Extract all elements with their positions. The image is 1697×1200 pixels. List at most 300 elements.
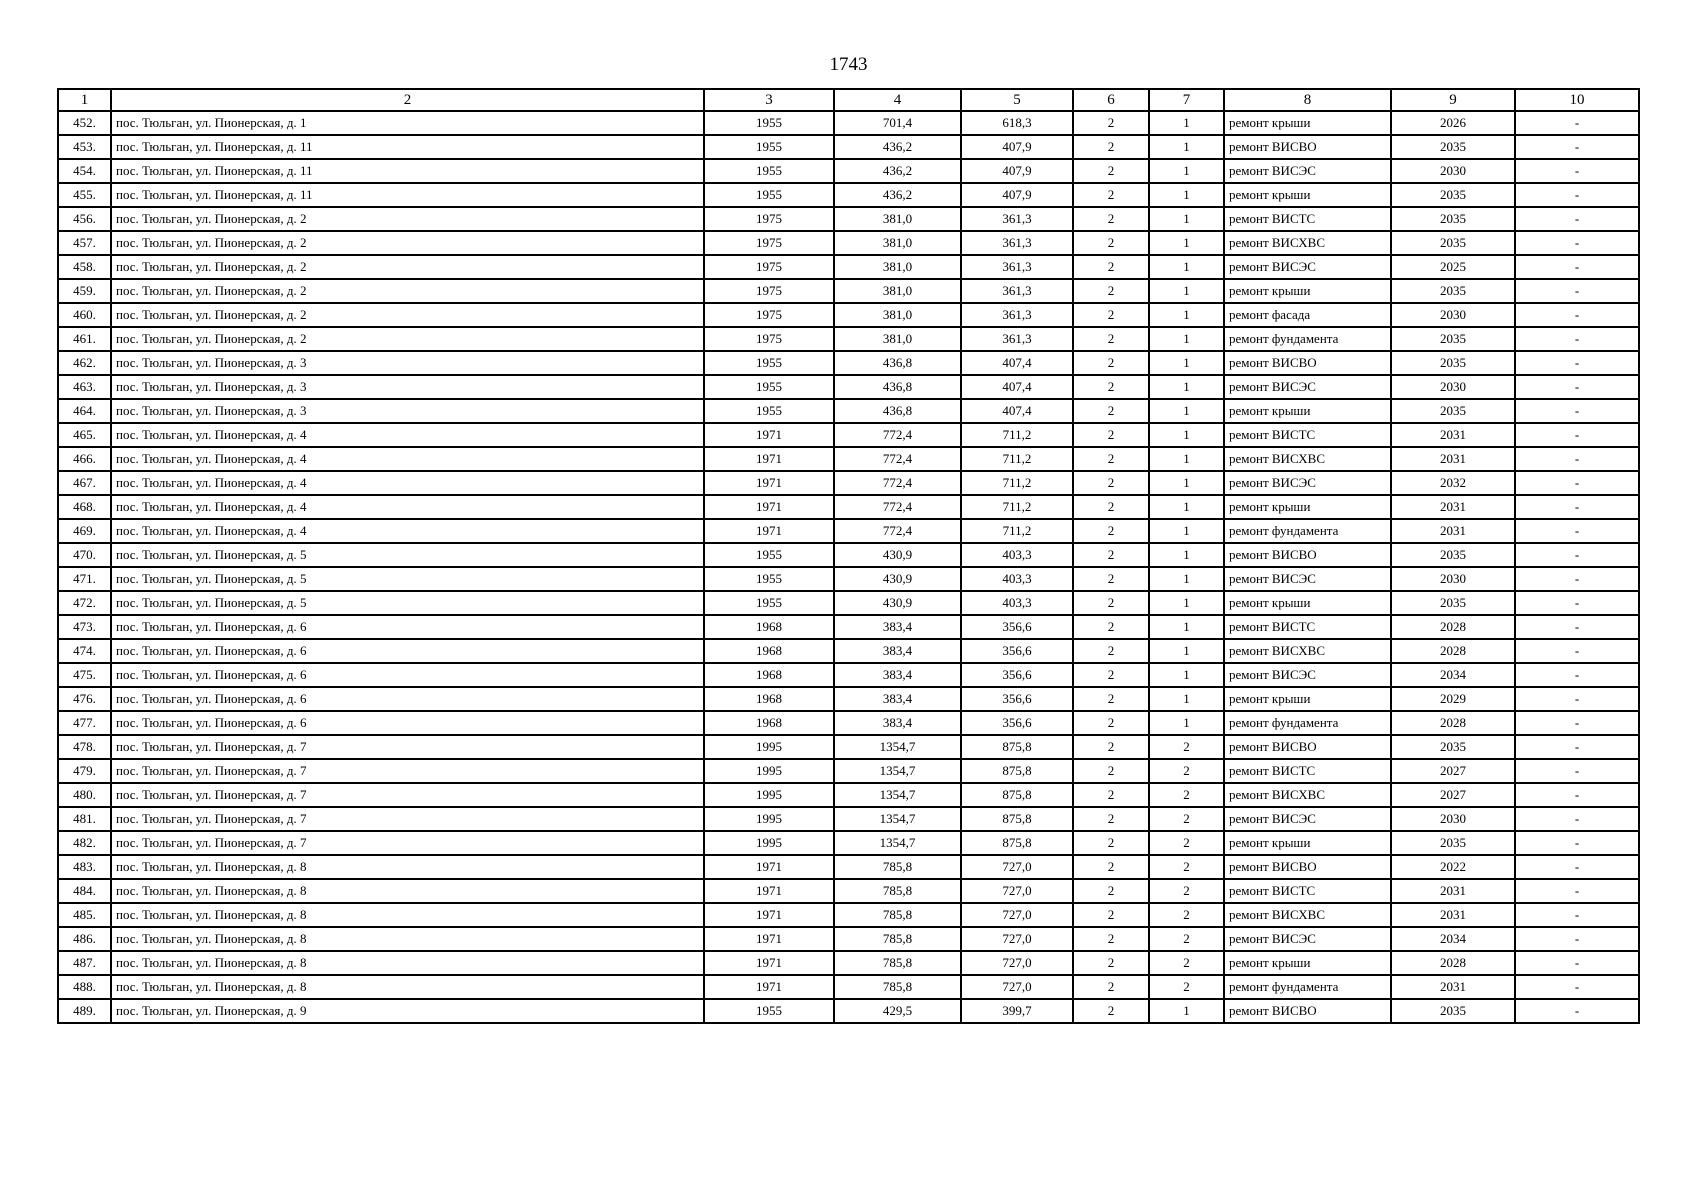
cell-year-built: 1968 xyxy=(704,663,834,687)
cell-note: - xyxy=(1515,975,1639,999)
cell-year-built: 1971 xyxy=(704,855,834,879)
cell-floors: 2 xyxy=(1073,927,1149,951)
cell-work-type: ремонт ВИСВО xyxy=(1224,543,1391,567)
cell-address: пос. Тюльган, ул. Пионерская, д. 11 xyxy=(111,159,704,183)
cell-note: - xyxy=(1515,687,1639,711)
cell-planned-year: 2031 xyxy=(1391,423,1515,447)
cell-note: - xyxy=(1515,735,1639,759)
cell-planned-year: 2034 xyxy=(1391,927,1515,951)
cell-floors: 2 xyxy=(1073,831,1149,855)
cell-work-type: ремонт ВИСТС xyxy=(1224,879,1391,903)
cell-floors: 2 xyxy=(1073,951,1149,975)
table-row xyxy=(58,471,1639,495)
cell-row-number: 467. xyxy=(58,471,111,495)
cell-planned-year: 2035 xyxy=(1391,183,1515,207)
cell-row-number: 484. xyxy=(58,879,111,903)
cell-floors: 2 xyxy=(1073,183,1149,207)
cell-row-number: 489. xyxy=(58,999,111,1023)
cell-row-number: 460. xyxy=(58,303,111,327)
cell-planned-year: 2031 xyxy=(1391,519,1515,543)
cell-entrances: 1 xyxy=(1149,999,1224,1023)
cell-total-area: 436,8 xyxy=(834,399,961,423)
cell-address: пос. Тюльган, ул. Пионерская, д. 6 xyxy=(111,663,704,687)
cell-total-area: 381,0 xyxy=(834,207,961,231)
cell-floors: 2 xyxy=(1073,159,1149,183)
table-row xyxy=(58,783,1639,807)
cell-year-built: 1971 xyxy=(704,471,834,495)
cell-year-built: 1975 xyxy=(704,255,834,279)
cell-floors: 2 xyxy=(1073,255,1149,279)
cell-living-area: 361,3 xyxy=(961,231,1073,255)
cell-total-area: 383,4 xyxy=(834,663,961,687)
cell-address: пос. Тюльган, ул. Пионерская, д. 4 xyxy=(111,447,704,471)
cell-living-area: 407,4 xyxy=(961,399,1073,423)
column-header-10: 10 xyxy=(1515,89,1639,111)
cell-row-number: 471. xyxy=(58,567,111,591)
cell-floors: 2 xyxy=(1073,855,1149,879)
cell-planned-year: 2035 xyxy=(1391,351,1515,375)
cell-row-number: 480. xyxy=(58,783,111,807)
cell-note: - xyxy=(1515,567,1639,591)
table-row xyxy=(58,423,1639,447)
cell-row-number: 479. xyxy=(58,759,111,783)
cell-entrances: 1 xyxy=(1149,495,1224,519)
cell-planned-year: 2035 xyxy=(1391,735,1515,759)
cell-planned-year: 2028 xyxy=(1391,615,1515,639)
cell-address: пос. Тюльган, ул. Пионерская, д. 6 xyxy=(111,639,704,663)
cell-year-built: 1971 xyxy=(704,447,834,471)
cell-work-type: ремонт крыши xyxy=(1224,399,1391,423)
cell-note: - xyxy=(1515,783,1639,807)
cell-work-type: ремонт фундамента xyxy=(1224,711,1391,735)
cell-entrances: 1 xyxy=(1149,183,1224,207)
cell-living-area: 727,0 xyxy=(961,855,1073,879)
cell-work-type: ремонт ВИСЭС xyxy=(1224,567,1391,591)
cell-living-area: 727,0 xyxy=(961,975,1073,999)
cell-total-area: 1354,7 xyxy=(834,831,961,855)
cell-note: - xyxy=(1515,999,1639,1023)
cell-total-area: 381,0 xyxy=(834,327,961,351)
table-row xyxy=(58,303,1639,327)
cell-entrances: 1 xyxy=(1149,279,1224,303)
cell-address: пос. Тюльган, ул. Пионерская, д. 8 xyxy=(111,975,704,999)
cell-note: - xyxy=(1515,303,1639,327)
cell-year-built: 1995 xyxy=(704,735,834,759)
cell-work-type: ремонт ВИСЭС xyxy=(1224,663,1391,687)
cell-work-type: ремонт фасада xyxy=(1224,303,1391,327)
cell-address: пос. Тюльган, ул. Пионерская, д. 11 xyxy=(111,183,704,207)
cell-work-type: ремонт крыши xyxy=(1224,831,1391,855)
cell-work-type: ремонт ВИСХВС xyxy=(1224,639,1391,663)
cell-entrances: 1 xyxy=(1149,231,1224,255)
cell-work-type: ремонт фундамента xyxy=(1224,975,1391,999)
cell-planned-year: 2035 xyxy=(1391,591,1515,615)
cell-address: пос. Тюльган, ул. Пионерская, д. 3 xyxy=(111,351,704,375)
cell-work-type: ремонт крыши xyxy=(1224,111,1391,135)
cell-living-area: 875,8 xyxy=(961,735,1073,759)
cell-planned-year: 2022 xyxy=(1391,855,1515,879)
cell-note: - xyxy=(1515,879,1639,903)
table-row xyxy=(58,975,1639,999)
cell-work-type: ремонт крыши xyxy=(1224,591,1391,615)
cell-total-area: 785,8 xyxy=(834,903,961,927)
cell-floors: 2 xyxy=(1073,735,1149,759)
cell-entrances: 1 xyxy=(1149,591,1224,615)
cell-address: пос. Тюльган, ул. Пионерская, д. 6 xyxy=(111,615,704,639)
table-row xyxy=(58,831,1639,855)
cell-planned-year: 2026 xyxy=(1391,111,1515,135)
cell-planned-year: 2032 xyxy=(1391,471,1515,495)
cell-total-area: 772,4 xyxy=(834,495,961,519)
table-row xyxy=(58,255,1639,279)
cell-total-area: 436,8 xyxy=(834,351,961,375)
cell-year-built: 1971 xyxy=(704,879,834,903)
cell-floors: 2 xyxy=(1073,615,1149,639)
cell-floors: 2 xyxy=(1073,495,1149,519)
cell-total-area: 383,4 xyxy=(834,639,961,663)
cell-work-type: ремонт крыши xyxy=(1224,183,1391,207)
cell-row-number: 455. xyxy=(58,183,111,207)
cell-work-type: ремонт фундамента xyxy=(1224,519,1391,543)
cell-note: - xyxy=(1515,327,1639,351)
cell-living-area: 407,9 xyxy=(961,135,1073,159)
cell-entrances: 1 xyxy=(1149,303,1224,327)
cell-row-number: 488. xyxy=(58,975,111,999)
cell-year-built: 1955 xyxy=(704,543,834,567)
cell-work-type: ремонт ВИСХВС xyxy=(1224,903,1391,927)
cell-row-number: 475. xyxy=(58,663,111,687)
cell-year-built: 1971 xyxy=(704,903,834,927)
cell-living-area: 356,6 xyxy=(961,639,1073,663)
cell-row-number: 476. xyxy=(58,687,111,711)
cell-work-type: ремонт крыши xyxy=(1224,687,1391,711)
cell-floors: 2 xyxy=(1073,663,1149,687)
cell-total-area: 785,8 xyxy=(834,927,961,951)
cell-year-built: 1975 xyxy=(704,303,834,327)
cell-total-area: 785,8 xyxy=(834,975,961,999)
cell-total-area: 1354,7 xyxy=(834,735,961,759)
cell-total-area: 436,2 xyxy=(834,159,961,183)
table-row xyxy=(58,111,1639,135)
cell-living-area: 711,2 xyxy=(961,519,1073,543)
table-row xyxy=(58,567,1639,591)
cell-note: - xyxy=(1515,639,1639,663)
table-row xyxy=(58,663,1639,687)
cell-row-number: 486. xyxy=(58,927,111,951)
cell-planned-year: 2025 xyxy=(1391,255,1515,279)
cell-planned-year: 2035 xyxy=(1391,399,1515,423)
cell-row-number: 474. xyxy=(58,639,111,663)
cell-address: пос. Тюльган, ул. Пионерская, д. 6 xyxy=(111,711,704,735)
cell-address: пос. Тюльган, ул. Пионерская, д. 7 xyxy=(111,783,704,807)
cell-entrances: 2 xyxy=(1149,807,1224,831)
cell-year-built: 1971 xyxy=(704,495,834,519)
cell-row-number: 472. xyxy=(58,591,111,615)
cell-entrances: 1 xyxy=(1149,711,1224,735)
cell-year-built: 1955 xyxy=(704,999,834,1023)
cell-address: пос. Тюльган, ул. Пионерская, д. 3 xyxy=(111,399,704,423)
cell-note: - xyxy=(1515,711,1639,735)
cell-total-area: 772,4 xyxy=(834,471,961,495)
cell-address: пос. Тюльган, ул. Пионерская, д. 4 xyxy=(111,495,704,519)
cell-total-area: 785,8 xyxy=(834,951,961,975)
cell-note: - xyxy=(1515,255,1639,279)
cell-work-type: ремонт ВИСХВС xyxy=(1224,447,1391,471)
table-row xyxy=(58,207,1639,231)
cell-total-area: 430,9 xyxy=(834,543,961,567)
cell-living-area: 875,8 xyxy=(961,783,1073,807)
table-row xyxy=(58,807,1639,831)
cell-floors: 2 xyxy=(1073,135,1149,159)
cell-floors: 2 xyxy=(1073,543,1149,567)
cell-living-area: 361,3 xyxy=(961,303,1073,327)
table-row xyxy=(58,855,1639,879)
cell-planned-year: 2027 xyxy=(1391,783,1515,807)
cell-address: пос. Тюльган, ул. Пионерская, д. 6 xyxy=(111,687,704,711)
cell-year-built: 1975 xyxy=(704,207,834,231)
table-row xyxy=(58,951,1639,975)
cell-address: пос. Тюльган, ул. Пионерская, д. 8 xyxy=(111,855,704,879)
cell-living-area: 711,2 xyxy=(961,447,1073,471)
cell-planned-year: 2030 xyxy=(1391,807,1515,831)
cell-total-area: 772,4 xyxy=(834,519,961,543)
cell-note: - xyxy=(1515,951,1639,975)
cell-total-area: 436,8 xyxy=(834,375,961,399)
cell-total-area: 430,9 xyxy=(834,591,961,615)
cell-year-built: 1975 xyxy=(704,231,834,255)
cell-row-number: 466. xyxy=(58,447,111,471)
cell-year-built: 1971 xyxy=(704,975,834,999)
cell-row-number: 483. xyxy=(58,855,111,879)
cell-address: пос. Тюльган, ул. Пионерская, д. 4 xyxy=(111,423,704,447)
housing-repair-table xyxy=(57,88,1640,1024)
cell-entrances: 2 xyxy=(1149,879,1224,903)
cell-row-number: 452. xyxy=(58,111,111,135)
cell-planned-year: 2031 xyxy=(1391,903,1515,927)
cell-planned-year: 2030 xyxy=(1391,159,1515,183)
cell-living-area: 361,3 xyxy=(961,327,1073,351)
cell-total-area: 436,2 xyxy=(834,135,961,159)
cell-entrances: 1 xyxy=(1149,255,1224,279)
cell-floors: 2 xyxy=(1073,639,1149,663)
cell-living-area: 727,0 xyxy=(961,951,1073,975)
cell-total-area: 383,4 xyxy=(834,711,961,735)
cell-planned-year: 2031 xyxy=(1391,447,1515,471)
cell-address: пос. Тюльган, ул. Пионерская, д. 7 xyxy=(111,735,704,759)
cell-entrances: 1 xyxy=(1149,615,1224,639)
cell-living-area: 407,9 xyxy=(961,159,1073,183)
table-row xyxy=(58,183,1639,207)
table-row xyxy=(58,759,1639,783)
table-row xyxy=(58,279,1639,303)
cell-year-built: 1971 xyxy=(704,519,834,543)
cell-row-number: 453. xyxy=(58,135,111,159)
cell-entrances: 2 xyxy=(1149,855,1224,879)
cell-living-area: 875,8 xyxy=(961,831,1073,855)
cell-total-area: 701,4 xyxy=(834,111,961,135)
cell-note: - xyxy=(1515,615,1639,639)
cell-year-built: 1955 xyxy=(704,567,834,591)
cell-entrances: 2 xyxy=(1149,831,1224,855)
cell-note: - xyxy=(1515,207,1639,231)
cell-work-type: ремонт ВИСВО xyxy=(1224,999,1391,1023)
cell-total-area: 436,2 xyxy=(834,183,961,207)
cell-year-built: 1955 xyxy=(704,399,834,423)
cell-floors: 2 xyxy=(1073,231,1149,255)
cell-planned-year: 2030 xyxy=(1391,567,1515,591)
cell-address: пос. Тюльган, ул. Пионерская, д. 2 xyxy=(111,303,704,327)
cell-living-area: 361,3 xyxy=(961,255,1073,279)
cell-entrances: 1 xyxy=(1149,687,1224,711)
cell-work-type: ремонт ВИСВО xyxy=(1224,855,1391,879)
cell-address: пос. Тюльган, ул. Пионерская, д. 8 xyxy=(111,951,704,975)
table-row xyxy=(58,231,1639,255)
cell-row-number: 457. xyxy=(58,231,111,255)
cell-planned-year: 2035 xyxy=(1391,543,1515,567)
table-body xyxy=(58,111,1639,1023)
cell-address: пос. Тюльган, ул. Пионерская, д. 5 xyxy=(111,591,704,615)
cell-entrances: 1 xyxy=(1149,159,1224,183)
cell-planned-year: 2031 xyxy=(1391,879,1515,903)
cell-planned-year: 2028 xyxy=(1391,711,1515,735)
cell-year-built: 1995 xyxy=(704,783,834,807)
table-row xyxy=(58,879,1639,903)
cell-row-number: 456. xyxy=(58,207,111,231)
cell-work-type: ремонт ВИСТС xyxy=(1224,615,1391,639)
cell-entrances: 2 xyxy=(1149,951,1224,975)
cell-floors: 2 xyxy=(1073,975,1149,999)
cell-total-area: 430,9 xyxy=(834,567,961,591)
cell-note: - xyxy=(1515,927,1639,951)
cell-planned-year: 2027 xyxy=(1391,759,1515,783)
table-row xyxy=(58,903,1639,927)
cell-living-area: 403,3 xyxy=(961,567,1073,591)
cell-note: - xyxy=(1515,663,1639,687)
cell-row-number: 459. xyxy=(58,279,111,303)
cell-entrances: 2 xyxy=(1149,903,1224,927)
cell-address: пос. Тюльган, ул. Пионерская, д. 8 xyxy=(111,927,704,951)
cell-year-built: 1995 xyxy=(704,831,834,855)
cell-work-type: ремонт крыши xyxy=(1224,279,1391,303)
cell-planned-year: 2034 xyxy=(1391,663,1515,687)
table-row xyxy=(58,399,1639,423)
cell-living-area: 356,6 xyxy=(961,615,1073,639)
cell-living-area: 711,2 xyxy=(961,471,1073,495)
cell-living-area: 407,9 xyxy=(961,183,1073,207)
cell-living-area: 356,6 xyxy=(961,687,1073,711)
cell-planned-year: 2031 xyxy=(1391,495,1515,519)
cell-work-type: ремонт ВИСЭС xyxy=(1224,159,1391,183)
cell-year-built: 1971 xyxy=(704,423,834,447)
cell-entrances: 1 xyxy=(1149,375,1224,399)
cell-entrances: 1 xyxy=(1149,111,1224,135)
cell-planned-year: 2035 xyxy=(1391,279,1515,303)
cell-note: - xyxy=(1515,135,1639,159)
cell-note: - xyxy=(1515,423,1639,447)
cell-note: - xyxy=(1515,375,1639,399)
cell-living-area: 356,6 xyxy=(961,663,1073,687)
cell-address: пос. Тюльган, ул. Пионерская, д. 2 xyxy=(111,207,704,231)
table-row xyxy=(58,999,1639,1023)
cell-year-built: 1971 xyxy=(704,927,834,951)
cell-total-area: 772,4 xyxy=(834,423,961,447)
cell-living-area: 875,8 xyxy=(961,759,1073,783)
cell-floors: 2 xyxy=(1073,903,1149,927)
cell-floors: 2 xyxy=(1073,759,1149,783)
table-row xyxy=(58,327,1639,351)
cell-note: - xyxy=(1515,591,1639,615)
cell-entrances: 1 xyxy=(1149,423,1224,447)
cell-note: - xyxy=(1515,495,1639,519)
cell-row-number: 470. xyxy=(58,543,111,567)
cell-note: - xyxy=(1515,159,1639,183)
cell-floors: 2 xyxy=(1073,303,1149,327)
cell-row-number: 478. xyxy=(58,735,111,759)
cell-entrances: 1 xyxy=(1149,519,1224,543)
table-row xyxy=(58,615,1639,639)
cell-year-built: 1975 xyxy=(704,327,834,351)
cell-row-number: 464. xyxy=(58,399,111,423)
cell-living-area: 356,6 xyxy=(961,711,1073,735)
cell-total-area: 429,5 xyxy=(834,999,961,1023)
cell-address: пос. Тюльган, ул. Пионерская, д. 11 xyxy=(111,135,704,159)
cell-note: - xyxy=(1515,855,1639,879)
cell-entrances: 2 xyxy=(1149,975,1224,999)
cell-entrances: 1 xyxy=(1149,471,1224,495)
table-row xyxy=(58,711,1639,735)
cell-address: пос. Тюльган, ул. Пионерская, д. 7 xyxy=(111,759,704,783)
cell-note: - xyxy=(1515,903,1639,927)
page-number: 1743 xyxy=(829,54,868,75)
column-header-2: 2 xyxy=(111,89,704,111)
cell-address: пос. Тюльган, ул. Пионерская, д. 4 xyxy=(111,519,704,543)
cell-work-type: ремонт ВИСЭС xyxy=(1224,375,1391,399)
cell-address: пос. Тюльган, ул. Пионерская, д. 5 xyxy=(111,543,704,567)
cell-living-area: 875,8 xyxy=(961,807,1073,831)
cell-floors: 2 xyxy=(1073,471,1149,495)
cell-floors: 2 xyxy=(1073,207,1149,231)
cell-work-type: ремонт крыши xyxy=(1224,495,1391,519)
cell-planned-year: 2035 xyxy=(1391,831,1515,855)
cell-work-type: ремонт ВИСТС xyxy=(1224,207,1391,231)
cell-total-area: 785,8 xyxy=(834,879,961,903)
cell-total-area: 381,0 xyxy=(834,279,961,303)
cell-entrances: 2 xyxy=(1149,735,1224,759)
cell-floors: 2 xyxy=(1073,711,1149,735)
cell-work-type: ремонт ВИСТС xyxy=(1224,759,1391,783)
cell-work-type: ремонт ВИСХВС xyxy=(1224,783,1391,807)
cell-note: - xyxy=(1515,831,1639,855)
cell-note: - xyxy=(1515,399,1639,423)
cell-work-type: ремонт ВИСЭС xyxy=(1224,927,1391,951)
table-row xyxy=(58,135,1639,159)
cell-year-built: 1955 xyxy=(704,351,834,375)
column-header-7: 7 xyxy=(1149,89,1224,111)
cell-row-number: 458. xyxy=(58,255,111,279)
cell-entrances: 1 xyxy=(1149,399,1224,423)
cell-row-number: 482. xyxy=(58,831,111,855)
cell-note: - xyxy=(1515,471,1639,495)
column-header-4: 4 xyxy=(834,89,961,111)
cell-planned-year: 2030 xyxy=(1391,375,1515,399)
cell-total-area: 383,4 xyxy=(834,687,961,711)
cell-year-built: 1968 xyxy=(704,639,834,663)
cell-address: пос. Тюльган, ул. Пионерская, д. 1 xyxy=(111,111,704,135)
cell-row-number: 487. xyxy=(58,951,111,975)
cell-note: - xyxy=(1515,183,1639,207)
cell-floors: 2 xyxy=(1073,999,1149,1023)
cell-year-built: 1955 xyxy=(704,591,834,615)
